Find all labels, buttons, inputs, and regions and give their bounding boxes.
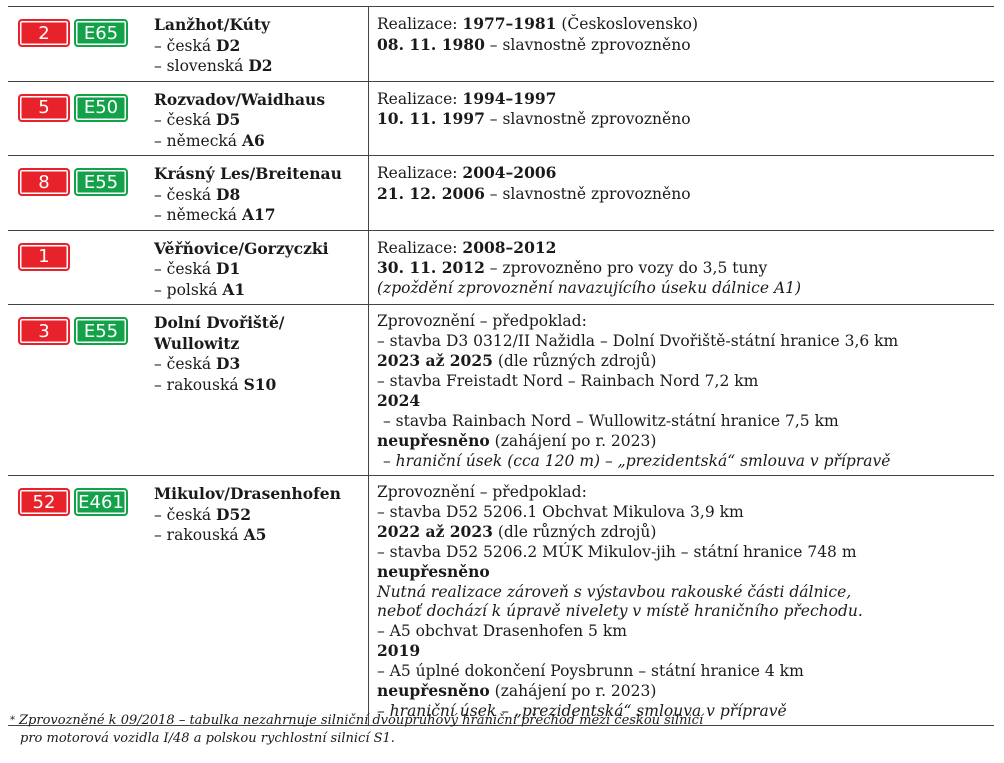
country-label: – polská (154, 280, 223, 299)
connected-road (154, 375, 368, 396)
status-emphasis: neupřesněno (377, 562, 490, 581)
crossing-title: Dolní Dvořiště/ (154, 313, 285, 332)
crossing-name-cell (146, 156, 369, 231)
road-signs (8, 156, 146, 196)
connected-road (154, 525, 368, 546)
road-signs (8, 82, 146, 122)
road-signs (8, 7, 146, 47)
road-designation: A17 (241, 205, 276, 224)
status-text: (dle různých zdrojů) (492, 523, 657, 541)
road-designation: S10 (243, 374, 277, 394)
status-line (377, 163, 994, 184)
road-signs-cell (8, 81, 146, 156)
status-cell (369, 7, 995, 82)
crossing-name-cell (146, 7, 369, 82)
table-row (8, 156, 994, 231)
status-emphasis: 2023 až 2025 (377, 351, 493, 370)
status-note: – hraniční úsek – „prezidentská“ smlouva v přípravě (377, 701, 787, 720)
status-emphasis: 1977–1981 (462, 14, 557, 33)
status-text: (dle různých zdrojů) (492, 352, 657, 370)
status-line (377, 452, 994, 472)
country-label: – německá (154, 131, 242, 150)
crossing-title-line (154, 239, 368, 260)
status-info (377, 305, 994, 475)
status-text: – zprovozněno pro vozy do 3,5 tuny (484, 259, 768, 277)
status-line (377, 332, 994, 352)
status-text: – slavnostně zprovozněno (484, 110, 691, 128)
status-emphasis: 30. 11. 2012 (377, 258, 485, 277)
road-designation: A6 (241, 130, 265, 150)
status-text: – slavnostně zprovozněno (484, 184, 691, 203)
status-emphasis: 2019 (377, 641, 421, 660)
road-signs (8, 305, 146, 345)
european-route-sign: E50 (74, 94, 128, 122)
motorway-number-sign: 5 (18, 94, 70, 122)
road-designation: D1 (216, 259, 241, 278)
footnote-text-1: Zprovozněné k 09/2018 – tabulka nezahrnuje silniční dvoupruhový hraniční přechod mezi českou silnicí (19, 713, 704, 728)
status-line (377, 14, 994, 35)
crossing-title: Krásný Les/Breitenau (154, 164, 342, 183)
crossing-name (146, 305, 368, 399)
country-label: – česká (154, 36, 217, 55)
status-text: Realizace: (377, 89, 463, 108)
road-designation: D5 (216, 110, 241, 129)
road-signs (8, 231, 146, 271)
status-line (377, 641, 994, 662)
status-emphasis: 1994–1997 (462, 88, 557, 108)
status-line (377, 602, 994, 622)
country-label: – česká (154, 505, 217, 524)
connected-road (154, 36, 368, 57)
road-designation: A1 (222, 279, 246, 299)
crossing-title-line (154, 484, 368, 505)
status-line (377, 35, 994, 56)
status-emphasis: 2022 až 2023 (377, 522, 493, 541)
status-line (377, 681, 994, 702)
status-line (377, 431, 994, 452)
status-text: Zprovoznění – předpoklad: (377, 483, 587, 501)
country-label: – slovenská (154, 57, 249, 75)
crossing-title: Lanžhot/Kúty (154, 15, 271, 34)
status-cell (369, 476, 995, 726)
status-line (377, 522, 994, 543)
country-label: – česká (154, 185, 217, 204)
connected-road (154, 56, 368, 77)
table-row (8, 230, 994, 305)
status-text: – stavba D3 0312/II Nažidla – Dolní Dvořiště-státní hranice 3,6 km (377, 331, 899, 350)
road-designation: A5 (243, 525, 267, 544)
crossing-name (146, 476, 368, 550)
status-line (377, 312, 994, 332)
status-text: Zprovoznění – předpoklad: (377, 312, 587, 330)
crossing-name-cell (146, 476, 369, 726)
status-info (377, 82, 994, 134)
european-route-sign: E461 (74, 488, 128, 516)
road-designation: D3 (216, 354, 241, 373)
status-emphasis: 10. 11. 1997 (377, 109, 485, 128)
connected-road (154, 280, 368, 301)
country-label: – německá (154, 206, 242, 224)
motorway-number-sign: 3 (18, 317, 70, 345)
status-line (377, 412, 994, 432)
crossing-title-line (154, 15, 368, 36)
road-designation: D2 (248, 56, 273, 75)
crossing-title: Rozvadov/Waidhaus (154, 89, 326, 109)
status-cell (369, 156, 995, 231)
status-line (377, 543, 994, 563)
status-text: (zahájení po r. 2023) (489, 682, 657, 700)
country-label: – česká (154, 355, 217, 373)
country-label: – rakouská (154, 526, 244, 544)
footnote-star: * (10, 715, 15, 726)
country-label: – česká (154, 260, 217, 278)
road-designation: D2 (216, 35, 241, 55)
status-line (377, 238, 994, 259)
status-text: – slavnostně zprovozněno (484, 35, 691, 54)
road-signs (8, 476, 146, 516)
status-line (377, 662, 994, 682)
status-text: – stavba Rainbach Nord – Wullowitz-státní hranice 7,5 km (383, 411, 839, 430)
status-text: – stavba Freistadt Nord – Rainbach Nord 7,2 km (377, 371, 759, 390)
footnote (10, 712, 703, 748)
crossing-name-cell (146, 81, 369, 156)
status-cell (369, 81, 995, 156)
road-signs-cell (8, 156, 146, 231)
status-text: – A5 obchvat Drasenhofen 5 km (377, 621, 627, 640)
status-note: (zpoždění zprovoznění navazujícího úseku dálnice A1) (377, 278, 802, 297)
status-line (377, 483, 994, 503)
crossing-name (146, 156, 368, 230)
european-route-sign: E55 (74, 168, 128, 196)
status-line (377, 503, 994, 523)
status-text: Realizace: (377, 15, 463, 33)
road-signs-cell (8, 7, 146, 82)
status-line (377, 372, 994, 392)
table-row (8, 81, 994, 156)
status-emphasis: 21. 12. 2006 (377, 183, 485, 203)
status-text: Realizace: (377, 238, 463, 257)
status-info (377, 476, 994, 725)
road-designation: D8 (216, 184, 241, 204)
connected-road (154, 259, 368, 280)
status-note: neboť dochází k úpravě nivelety v místě hraničního přechodu. (377, 602, 863, 620)
crossing-title-line (154, 164, 368, 185)
connected-road (154, 354, 368, 375)
crossing-title-line (154, 334, 368, 355)
border-crossings-table (8, 6, 994, 726)
status-info (377, 7, 994, 59)
crossing-name (146, 7, 368, 81)
status-emphasis: 2024 (377, 391, 421, 410)
motorway-number-sign: 2 (18, 19, 70, 47)
european-route-sign: E65 (74, 19, 128, 47)
status-line (377, 109, 994, 130)
status-emphasis: neupřesněno (377, 681, 490, 700)
status-line (377, 391, 994, 412)
status-note: – hraniční úsek (cca 120 m) – „prezidentská“ smlouva v přípravě (383, 451, 891, 470)
footnote-line-1 (10, 712, 703, 730)
country-label: – česká (154, 111, 217, 129)
status-line (377, 184, 994, 205)
table-row (8, 476, 994, 726)
road-signs-cell (8, 230, 146, 305)
european-route-sign: E55 (74, 317, 128, 345)
status-text: – A5 úplné dokončení Poysbrunn – státní hranice 4 km (377, 661, 804, 680)
country-label: – rakouská (154, 375, 244, 394)
connected-road (154, 505, 368, 526)
crossing-title: Mikulov/Drasenhofen (154, 484, 341, 503)
status-text: (Československo) (556, 15, 699, 33)
road-designation: D52 (216, 504, 252, 524)
table-row (8, 305, 994, 476)
status-cell (369, 305, 995, 476)
status-line (377, 622, 994, 642)
crossing-title: Věřňovice/Gorzyczki (154, 238, 329, 258)
status-emphasis: neupřesněno (377, 431, 490, 450)
connected-road (154, 110, 368, 131)
status-line (377, 583, 994, 603)
connected-road (154, 131, 368, 152)
crossing-title-line (154, 90, 368, 111)
status-line (377, 89, 994, 110)
status-emphasis: 2008–2012 (462, 237, 557, 257)
status-text: Realizace: (377, 164, 463, 182)
status-cell (369, 230, 995, 305)
motorway-number-sign: 1 (18, 243, 70, 271)
crossing-title-line (154, 313, 368, 334)
crossing-name-cell (146, 305, 369, 476)
status-line (377, 351, 994, 372)
crossing-name (146, 231, 368, 305)
status-info (377, 156, 994, 208)
status-emphasis: 08. 11. 1980 (377, 34, 485, 54)
crossing-title: Wullowitz (154, 333, 240, 353)
crossing-name (146, 82, 368, 156)
status-text: (zahájení po r. 2023) (489, 432, 657, 450)
status-text: – stavba D52 5206.1 Obchvat Mikulova 3,9 km (377, 502, 744, 521)
connected-road (154, 185, 368, 206)
footnote-line-2: pro motorová vozidla I/48 a polskou rychlostní silnicí S1. (20, 731, 395, 746)
status-line (377, 258, 994, 279)
status-line (377, 562, 994, 583)
status-note: Nutná realizace zároveň s výstavbou rakouské části dálnice, (377, 582, 852, 601)
road-signs-cell (8, 476, 146, 726)
table-row (8, 7, 994, 82)
connected-road (154, 205, 368, 226)
road-signs-cell (8, 305, 146, 476)
motorway-number-sign: 52 (18, 488, 70, 516)
table-body (8, 7, 994, 726)
status-emphasis: 2004–2006 (462, 163, 557, 182)
motorway-number-sign: 8 (18, 168, 70, 196)
status-text: – stavba D52 5206.2 MÚK Mikulov-jih – státní hranice 748 m (377, 542, 857, 561)
crossing-name-cell (146, 230, 369, 305)
status-info (377, 231, 994, 303)
status-line (377, 279, 994, 299)
